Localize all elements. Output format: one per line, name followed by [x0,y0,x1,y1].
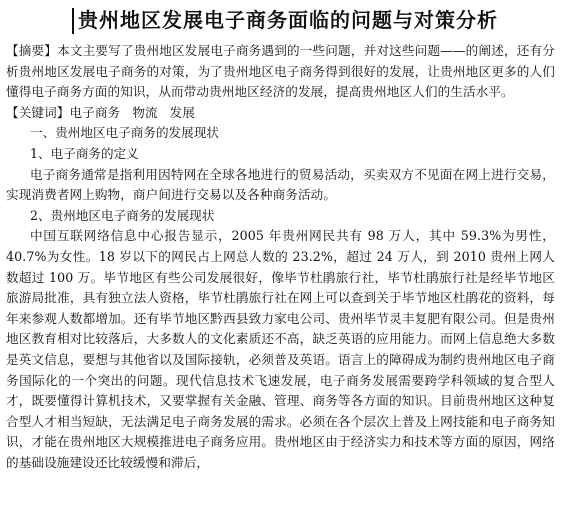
title-block [6,2,555,36]
abstract-text: 本文主要写了贵州地区发展电子商务遇到的一些问题，并对这些问题——的阐述，还有分析贵州地区发展电子商务的对策，为了贵州地区电子商务得到很好的发展，让贵州地区更多的人们懂得电子商务方面的知识，从而带动贵州地区经济的发展，提高贵州地区人们的生活水平。 [6,43,555,100]
definition-paragraph: 电子商务通常是指利用因特网在全球各地进行的贸易活动，买卖双方不见面在网上进行交易，实现消费者网上购物，商户间进行交易以及各种商务活动。 [6,166,555,203]
subsection-heading: 1、电子商务的定义 [30,145,139,161]
section-heading: 一、贵州地区电子商务的发展现状 [30,125,219,141]
keywords-line [6,103,555,124]
subsection-heading: 2、贵州地区电子商务的发展现状 [30,207,215,223]
status-paragraph: 中国互联网络信息中心报告显示，2005 年贵州网民共有 98 万人，其中 59.3%为男性，40.7%为女性。18 岁以下的网民占上网总人数的 23.2%，超过 24 万人，到 2010 贵州上网人数超过 100 万。毕节地区有些公司发展很好，像毕节杜鹃旅行社，毕节杜鹃旅行社是经毕节地区旅游局批准，具有独立法人资格，毕节杜鹃旅行社在网上可以查到关于毕节地区杜鹃花的资料，每年来参观人数都增加。还有毕节地区黔西县致力家电公司、贵州毕节灵丰复肥有限公司。但是贵州地区教育相对比较落后，大多数人的文化素质还不高，缺乏英语的应用能力。而网上信息绝大多数是英文信息，要想与其他省以及国际接轨，必须普及英语。语言上的障碍成为制约贵州地区电子商务国际化的一个突出的问题。现代信息技术飞速发展，电子商务发展需要跨学科领域的复合型人才，既要懂得计算机技术，又要掌握有关金融、管理、商务等各方面的知识。目前贵州地区这种复合型人才相当短缺，无法满足电子商务发展的需求。必须在各个层次上普及上网技能和电子商务知识，才能在贵州地区大规模推进电子商务应用。贵州地区由于经济实力和技术等方面的原因，网络的基础设施建设还比较缓慢和滞后， [6,228,555,470]
abstract-paragraph [6,41,555,103]
keyword-item: 物流 [132,104,158,120]
keywords-label: 【关键词】 [6,104,70,120]
keyword-item: 电子商务 [69,104,121,120]
keyword-item: 发展 [169,104,196,120]
document-title: 贵州地区发展电子商务面临的问题与对策分析 [78,8,498,32]
abstract-label: 【摘要】 [6,43,58,58]
title-divider-bar [72,8,74,34]
